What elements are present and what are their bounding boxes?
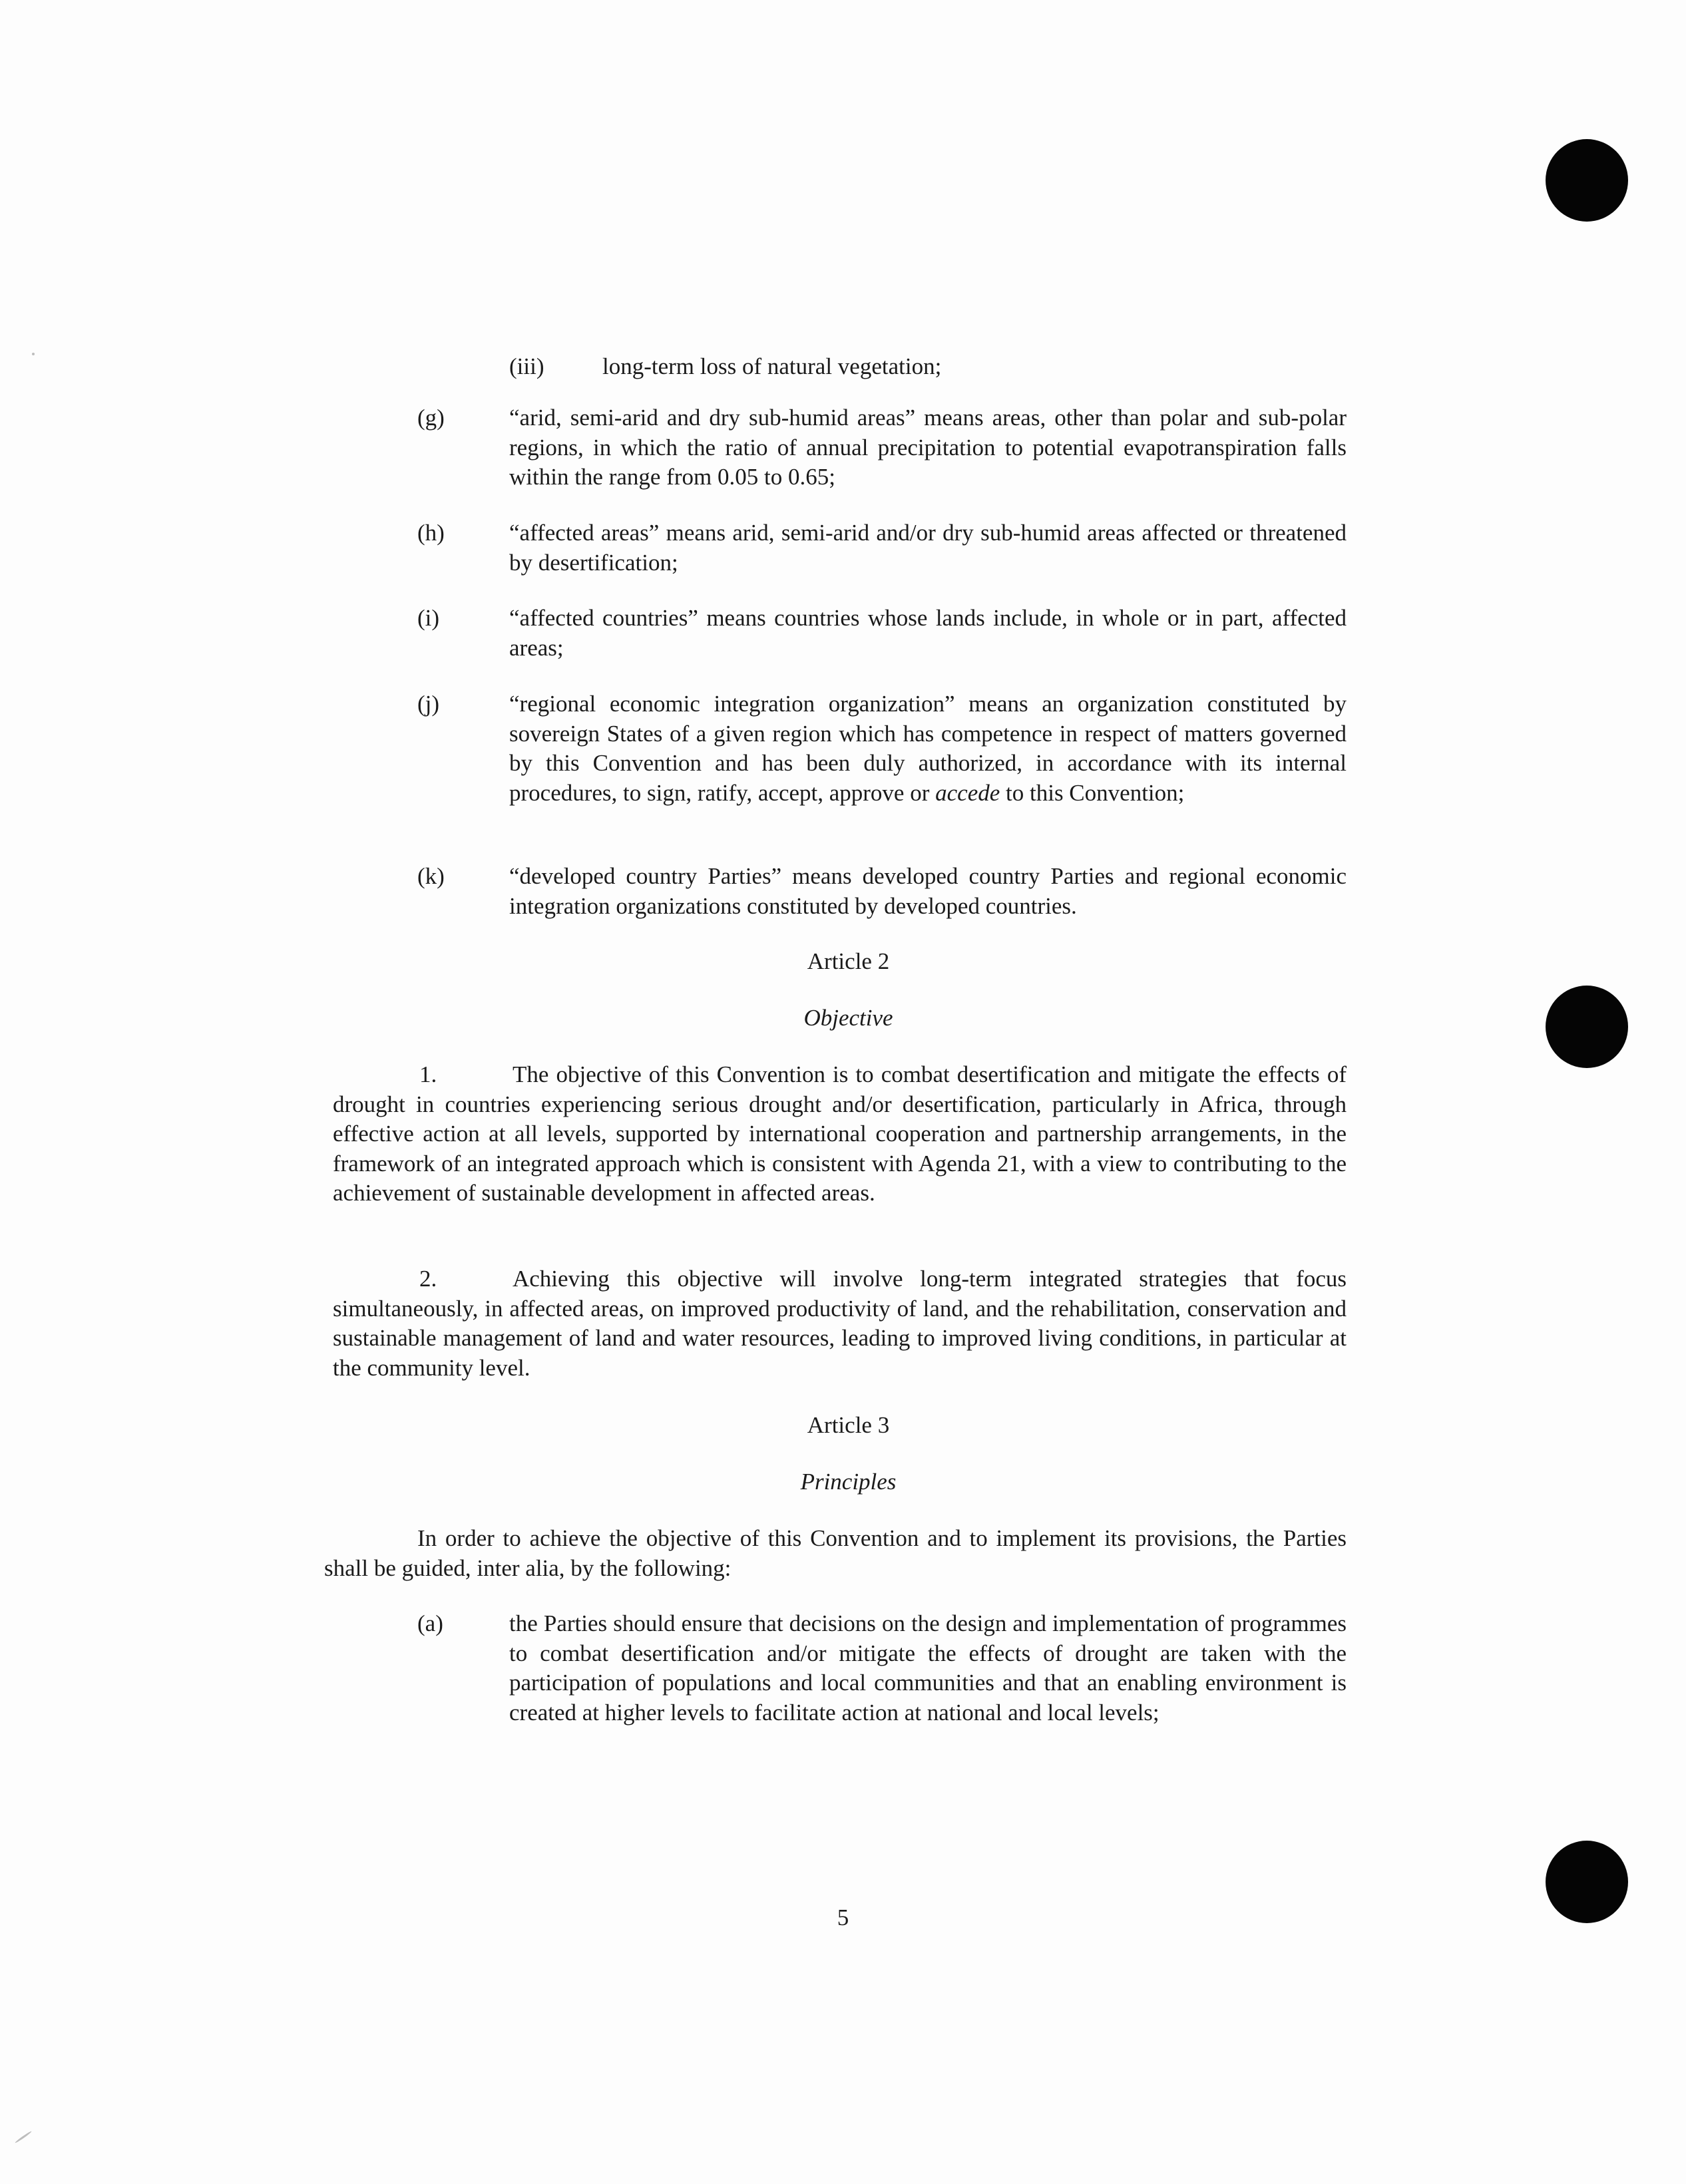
item-label-h: (h) [417, 520, 445, 546]
item-label-iii: (iii) [509, 353, 544, 379]
paragraph-2-text: Achieving this objective will involve long-term integrated strategies that focus simultaneously, in affected areas, on improved productivity of land, and the rehabilitation, conservation and sustainable management of land and water resources, leading to improved living conditions, in particular at the community level. [333, 1266, 1347, 1381]
article-3-subheading: Principles [800, 1469, 897, 1495]
item-label-g: (g) [417, 405, 445, 431]
page-number: 5 [837, 1905, 849, 1930]
item-text-k: “developed country Parties” means developed country Parties and regional economic integration organizations constituted by developed countries. [509, 863, 1347, 919]
article-2-paragraph-1 [333, 1060, 1347, 1208]
scan-speck [15, 2131, 32, 2144]
item-label-i: (i) [417, 605, 440, 631]
item-label-k: (k) [417, 863, 445, 889]
item-text-a: the Parties should ensure that decisions on the design and implementation of programmes to combat desertification and/or mitigate the effects of drought are taken with the participation of populations and local communities and that an enabling environment is created at higher levels to facilitate action at national and local levels; [509, 1610, 1347, 1726]
paragraph-1-text: The objective of this Convention is to combat desertification and mitigate the effects of drought in countries experiencing serious drought and/or desertification, particularly in Africa, through effective action at all levels, supported by international cooperation and partnership arrangements, in the framework of an integrated approach which is consistent with Agenda 21, with a view to contributing to the achievement of sustainable development in affected areas. [333, 1061, 1347, 1206]
item-text-h: “affected areas” means arid, semi-arid and/or dry sub-humid areas affected or threatened by desertification; [509, 520, 1347, 576]
article-2-subheading: Objective [803, 1005, 893, 1031]
item-text-iii: long-term loss of natural vegetation; [602, 353, 942, 379]
article-3-intro: In order to achieve the objective of this Convention and to implement its provisions, the Parties shall be guided, inter alia, by the following: [324, 1525, 1347, 1581]
paragraph-2-number: 2. [419, 1266, 437, 1292]
paragraph-1-number: 1. [419, 1061, 437, 1087]
article-2-paragraph-2 [333, 1264, 1347, 1383]
item-text-g: “arid, semi-arid and dry sub-humid areas” means areas, other than polar and sub-polar regions, in which the ratio of annual precipitation to potential evapotranspiration falls within the range from 0.05 to 0.65; [509, 405, 1347, 490]
item-label-a: (a) [417, 1610, 443, 1636]
item-text-j-main: “regional economic integration organization” means an organization constituted by sovereign States of a given region which has competence in respect of matters governed by this Convention and has been duly authorized, in accordance with its internal procedures, to sign, ratify, accept, approve or [509, 691, 1347, 806]
item-text-i: “affected countries” means countries whose lands include, in whole or in part, affected areas; [509, 605, 1347, 661]
item-label-j: (j) [417, 691, 440, 717]
item-text-j [509, 689, 1347, 808]
item-text-j-italic: accede [935, 779, 1000, 806]
item-text-j-end: to this Convention; [1006, 779, 1185, 806]
punch-hole-top [1546, 139, 1628, 222]
scan-speck [32, 353, 35, 355]
article-2-heading: Article 2 [807, 948, 890, 974]
article-3-heading: Article 3 [807, 1412, 890, 1438]
